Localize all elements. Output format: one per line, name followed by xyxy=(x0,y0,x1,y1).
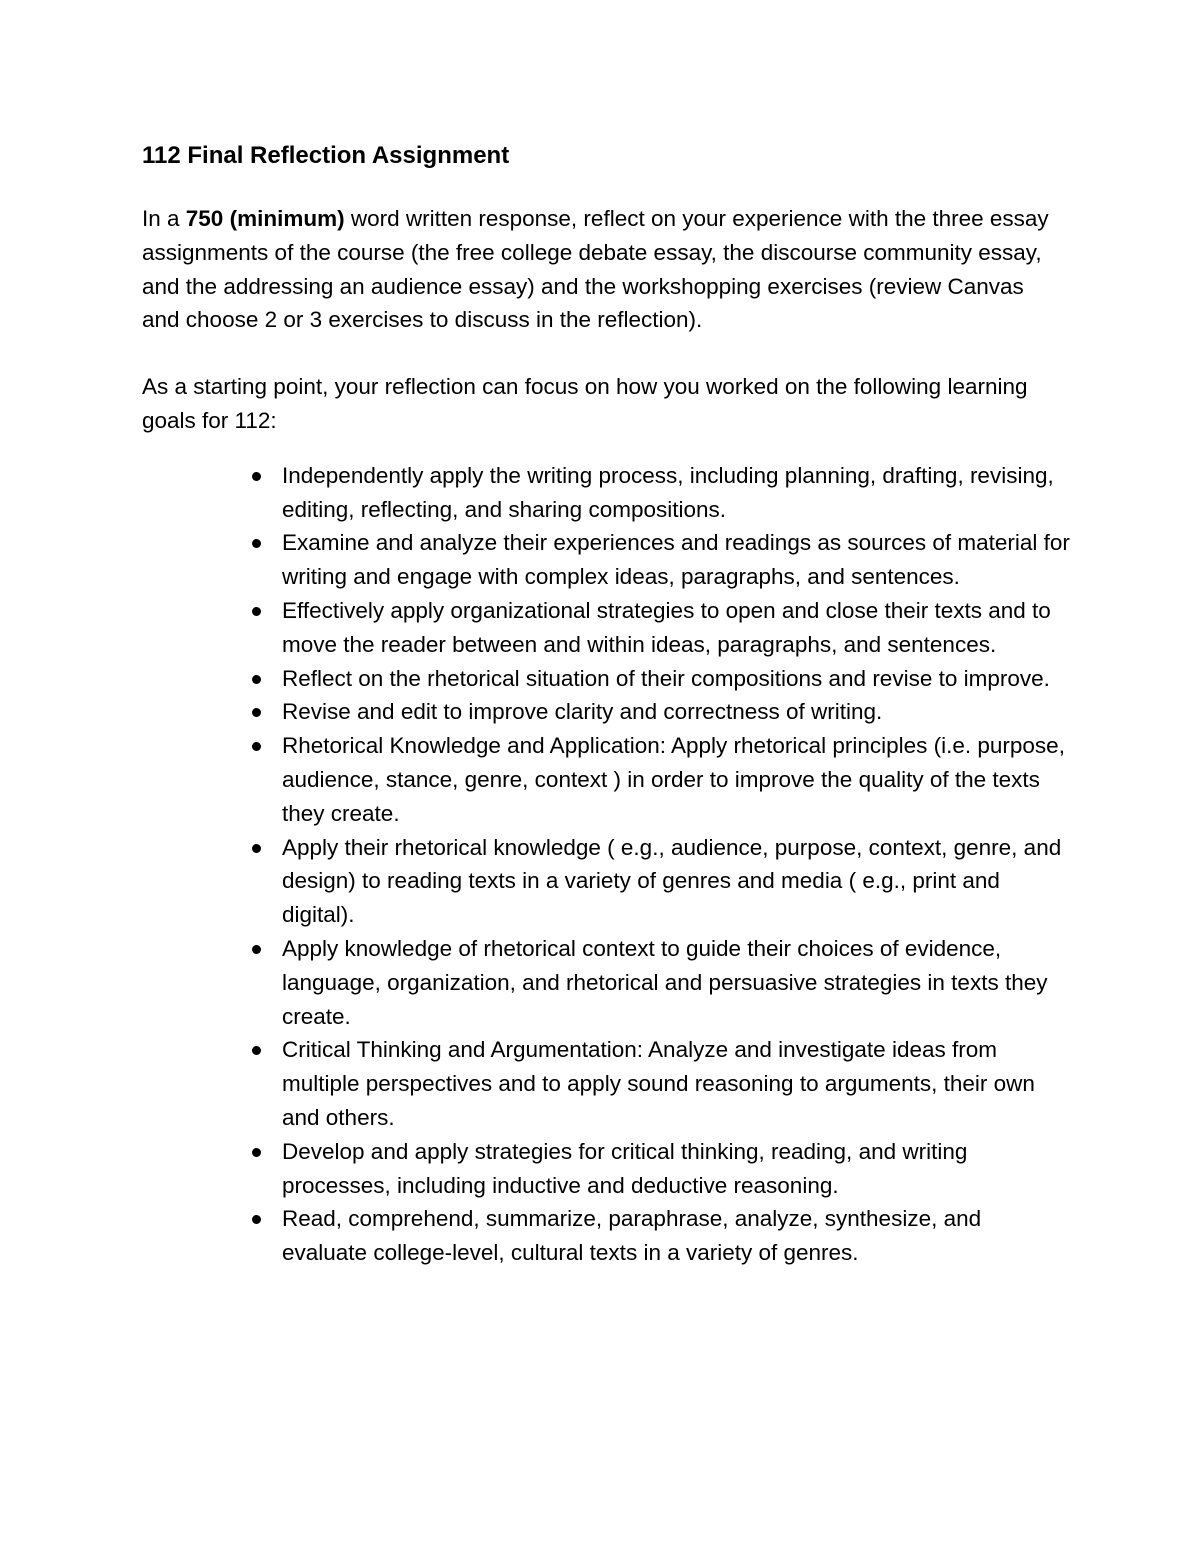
learning-goal-text: Read, comprehend, summarize, paraphrase, analyze, synthesize, and evaluate college-level, cultural texts in a variety of genres. xyxy=(282,1206,982,1266)
bullet-icon xyxy=(252,844,261,853)
learning-goal-item xyxy=(282,831,1072,932)
bullet-icon xyxy=(252,472,261,481)
bullet-icon xyxy=(252,1046,261,1055)
learning-goal-item xyxy=(282,1135,1072,1203)
learning-goal-text: Critical Thinking and Argumentation: Analyze and investigate ideas from multiple perspectives and to apply sound reasoning to arguments, their own and others. xyxy=(282,1037,1035,1130)
bullet-icon xyxy=(252,539,261,548)
learning-goal-text: Revise and edit to improve clarity and correctness of writing. xyxy=(282,699,883,725)
learning-goal-item xyxy=(282,932,1072,1033)
word-count: 750 xyxy=(185,206,224,231)
page-title: 112 Final Reflection Assignment xyxy=(142,142,510,169)
learning-goals-list xyxy=(142,459,1072,1270)
intro-prefix: In a xyxy=(142,206,186,231)
bullet-icon xyxy=(252,1215,261,1224)
learning-goal-text: Examine and analyze their experiences and readings as sources of material for writing and engage with complex ideas, paragraphs, and sentences. xyxy=(282,530,1070,590)
bullet-icon xyxy=(252,1148,261,1157)
learning-goal-item xyxy=(282,1033,1072,1134)
learning-goal-text: Apply knowledge of rhetorical context to guide their choices of evidence, language, organization, and rhetorical and persuasive strategies in texts they create. xyxy=(282,935,1048,1029)
learning-goal-text: Reflect on the rhetorical situation of their compositions and revise to improve. xyxy=(282,665,1050,691)
learning-goal-item xyxy=(282,695,1072,729)
learning-goal-item xyxy=(282,1202,1072,1270)
bullet-icon xyxy=(252,675,261,684)
learning-goal-text: Apply their rhetorical knowledge ( e.g., audience, purpose, context, genre, and design) to reading texts in a variety of genres and media ( e.g., print and digital). xyxy=(282,834,1062,928)
document-page xyxy=(142,138,1070,1270)
learning-goal-text: Independently apply the writing process, including planning, drafting, revising, editing, reflecting, and sharing compositions. xyxy=(282,462,1054,522)
learning-goal-text: Develop and apply strategies for critical thinking, reading, and writing processes, including inductive and deductive reasoning. xyxy=(282,1138,968,1198)
bullet-icon xyxy=(252,607,261,616)
minimum-note: (minimum) xyxy=(223,206,345,231)
intro-paragraph xyxy=(142,202,1062,337)
learning-goal-item xyxy=(282,662,1072,696)
starting-point-paragraph: As a starting point, your reflection can focus on how you worked on the following learning goals for 112: xyxy=(142,374,1028,433)
learning-goal-text: Effectively apply organizational strategies to open and close their texts and to move the reader between and within ideas, paragraphs, and sentences. xyxy=(282,597,1051,657)
learning-goal-item xyxy=(282,729,1072,830)
learning-goal-item xyxy=(282,526,1072,594)
bullet-icon xyxy=(252,945,261,954)
bullet-icon xyxy=(252,708,261,717)
learning-goal-text: Rhetorical Knowledge and Application: Apply rhetorical principles (i.e. purpose, audience, stance, genre, context ) in order to improve the quality of the texts they create. xyxy=(282,733,1065,826)
bullet-icon xyxy=(252,742,261,751)
learning-goal-item xyxy=(282,459,1072,527)
learning-goal-item xyxy=(282,594,1072,662)
intro-suffix: word written response, reflect on your experience with the three essay assignments of the course (the free college debate essay, the discourse community essay, and the addressing an audience essay) and the workshopping exercises (review Canvas and choose 2 or 3 exercises to discuss in the reflection). xyxy=(142,206,1049,333)
